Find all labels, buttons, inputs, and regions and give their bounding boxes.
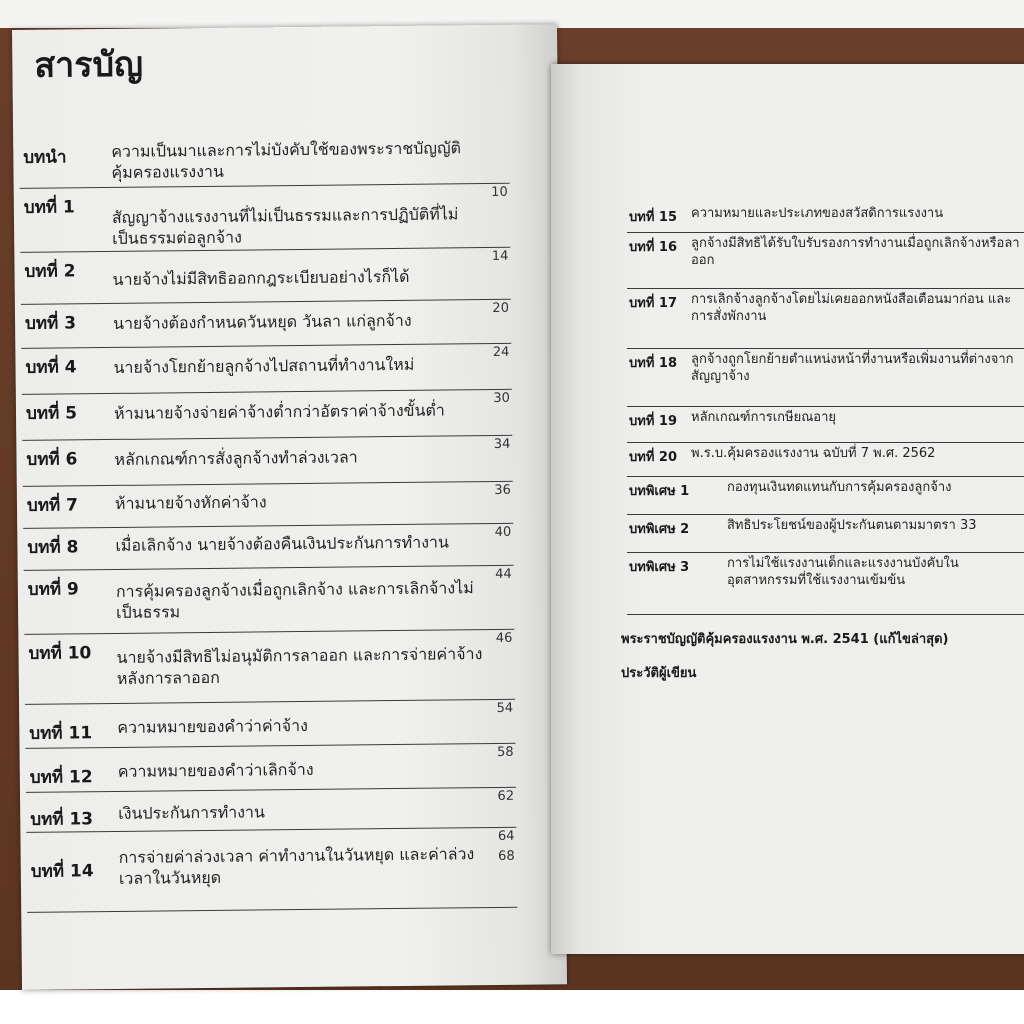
toc-entry-text: หลักเกณฑ์การเกษียณอายุ (691, 410, 837, 425)
toc-entry-text: ห้ามนายจ้างจ่ายค่าจ้างต่ำกว่าอัตราค่าจ้างขั้นต่ำ (113, 400, 445, 423)
toc-entry-chapter-11 (25, 699, 515, 749)
toc-entry-chapter-18 (627, 348, 1024, 407)
toc-entry-number: บทที่ 18 (629, 356, 678, 371)
toc-entry-number: บทที่ 1 (23, 197, 75, 218)
toc-entry-special-2 (627, 514, 1024, 553)
toc-entry-page: 30 (493, 390, 510, 406)
toc-entry-page: 62 (497, 788, 515, 804)
toc-entry-text: การจ่ายค่าล่วงเวลา ค่าทำงานในวันหยุด และค่าล่วงเวลาในวันหยุด (118, 844, 475, 888)
toc-entry-text: เมื่อเลิกจ้าง นายจ้างต้องคืนเงินประกันการทำงาน (115, 532, 449, 555)
toc-entry-number: บทที่ 2 (24, 261, 76, 282)
toc-entry-page: 14 (491, 248, 509, 264)
toc-entry-chapter-9 (24, 565, 515, 635)
toc-entry-page: 58 (496, 744, 514, 760)
toc-entry-chapter-8 (23, 523, 513, 571)
toc-entry-page: 34 (493, 436, 511, 452)
toc-title: สารบัญ (34, 44, 144, 86)
toc-entry-special-3 (627, 552, 1024, 615)
toc-entry-number: บทที่ 19 (629, 414, 678, 429)
toc-entry-text: การเลิกจ้างลูกจ้างโดยไม่เคยออกหนังสือเตือนมาก่อน และการสั่งพักงาน (691, 292, 1012, 324)
right-book-page (551, 64, 1024, 954)
toc-entry-text: นายจ้างมีสิทธิไม่อนุมัติการลาออก และการจ่ายค่าจ้างหลังการลาออก (116, 644, 483, 688)
toc-entry-text: การคุ้มครองลูกจ้างเมื่อถูกเลิกจ้าง และการเลิกจ้างไม่เป็นธรรม (115, 578, 474, 622)
toc-entry-text: นายจ้างไม่มีสิทธิออกกฎระเบียบอย่างไรก็ได้ (112, 266, 410, 289)
toc-entry-chapter-20 (627, 442, 1024, 477)
toc-entry-text: การไม่ใช้แรงงานเด็กและแรงงานบังคับในอุตสาหกรรมที่ใช้แรงงานเข้มข้น (727, 556, 959, 588)
toc-entry-chapter-17 (627, 288, 1024, 349)
toc-entry-number: บทที่ 15 (629, 210, 678, 225)
toc-entry-number: บทที่ 12 (29, 767, 93, 788)
toc-entry-chapter-4 (21, 343, 511, 395)
toc-entry-text: เงินประกันการทำงาน (118, 802, 266, 823)
toc-entry-chapter-5 (22, 389, 512, 441)
toc-entry-number: บทที่ 20 (629, 450, 678, 465)
toc-entry-number: บทที่ 5 (25, 403, 78, 424)
toc-entry-intro (19, 133, 510, 189)
toc-entry-text: หลักเกณฑ์การสั่งลูกจ้างทำล่วงเวลา (114, 447, 358, 469)
toc-entry-page: 24 (492, 344, 510, 360)
toc-entry-page: 10 (491, 184, 508, 200)
toc-entry-text: ห้ามนายจ้างหักค่าจ้าง (114, 492, 267, 513)
toc-entry-author-bio: ประวัติผู้เขียน (621, 666, 697, 681)
toc-entry-chapter-16 (627, 232, 1024, 289)
toc-entry-page: 44 (495, 566, 512, 582)
toc-entry-number: บทพิเศษ 1 (629, 484, 690, 499)
toc-entry-text: สิทธิประโยชน์ของผู้ประกันตนตามมาตรา 33 (727, 518, 977, 533)
toc-entry-text: ลูกจ้างถูกโยกย้ายตำแหน่งหน้าที่งานหรือเพิ่มงานที่ต่างจากสัญญาจ้าง (691, 352, 1014, 384)
toc-entry-number: บทที่ 11 (29, 723, 93, 744)
toc-entry-number: บทที่ 9 (27, 579, 79, 600)
toc-entry-chapter-12 (26, 743, 516, 793)
toc-entry-number: บทที่ 4 (25, 357, 77, 378)
toc-entry-chapter-1 (20, 183, 511, 253)
toc-entry-number: บทพิเศษ 3 (629, 560, 690, 575)
toc-entry-text: ความหมายและประเภทของสวัสดิการแรงงาน (691, 206, 944, 221)
toc-entry-chapter-2 (20, 247, 511, 305)
toc-entry-chapter-10 (24, 629, 515, 705)
toc-entry-labor-act: พระราชบัญญัติคุ้มครองแรงงาน พ.ศ. 2541 (แก้ไขล่าสุด) (621, 632, 949, 647)
toc-entry-number: บทที่ 16 (629, 240, 678, 255)
toc-entry-number: บทที่ 14 (30, 861, 94, 882)
toc-entry-number: บทที่ 3 (24, 313, 77, 334)
toc-entry-number: บทที่ 17 (629, 296, 678, 311)
toc-entry-number: บทที่ 7 (26, 495, 79, 516)
toc-entry-page: 40 (494, 524, 512, 540)
toc-entry-chapter-15 (627, 202, 1024, 233)
toc-entry-number: บทที่ 8 (27, 537, 79, 558)
toc-entry-page: 46 (495, 630, 513, 646)
toc-entry-text: ความหมายของคำว่าค่าจ้าง (117, 715, 308, 737)
toc-entry-chapter-19 (627, 406, 1024, 443)
toc-entry-text: นายจ้างโยกย้ายลูกจ้างไปสถานที่ทำงานใหม่ (113, 354, 415, 377)
toc-entry-chapter-3 (21, 299, 511, 349)
toc-entry-text: พ.ร.บ.คุ้มครองแรงงาน ฉบับที่ 7 พ.ศ. 2562 (691, 446, 936, 461)
toc-entry-chapter-13 (26, 787, 516, 833)
toc-entry-chapter-7 (23, 481, 513, 529)
toc-entry-number: บทที่ 13 (30, 809, 94, 830)
toc-entry-number: บทนำ (23, 147, 67, 168)
toc-entry-special-1 (627, 476, 1024, 515)
toc-entry-text: กองทุนเงินทดแทนกับการคุ้มครองลูกจ้าง (727, 480, 952, 495)
toc-entry-number: บทที่ 10 (28, 643, 92, 664)
toc-entry-number: บทที่ 6 (26, 449, 78, 470)
toc-entry-chapter-6 (22, 435, 512, 487)
toc-entry-page: 20 (492, 300, 510, 316)
toc-entry-page: 54 (496, 700, 514, 716)
toc-entry-page: 64 (497, 828, 515, 844)
left-book-page (12, 24, 567, 990)
toc-entry-text: ลูกจ้างมีสิทธิได้รับใบรับรองการทำงานเมื่อถูกเลิกจ้างหรือลาออก (691, 236, 1020, 268)
toc-entry-text: ความเป็นมาและการไม่บังคับใช้ของพระราชบัญญัติคุ้มครองแรงงาน (111, 138, 462, 182)
toc-entry-text: สัญญาจ้างแรงงานที่ไม่เป็นธรรมและการปฏิบัติที่ไม่เป็นธรรมต่อลูกจ้าง (111, 204, 459, 248)
toc-entry-chapter-14 (26, 827, 517, 913)
toc-entry-number: บทพิเศษ 2 (629, 522, 690, 537)
toc-entry-page: 36 (494, 482, 511, 498)
toc-entry-text: ความหมายของคำว่าเลิกจ้าง (117, 759, 314, 781)
toc-entry-extra-page: 68 (498, 848, 515, 864)
toc-entry-text: นายจ้างต้องกำหนดวันหยุด วันลา แก่ลูกจ้าง (112, 310, 412, 333)
